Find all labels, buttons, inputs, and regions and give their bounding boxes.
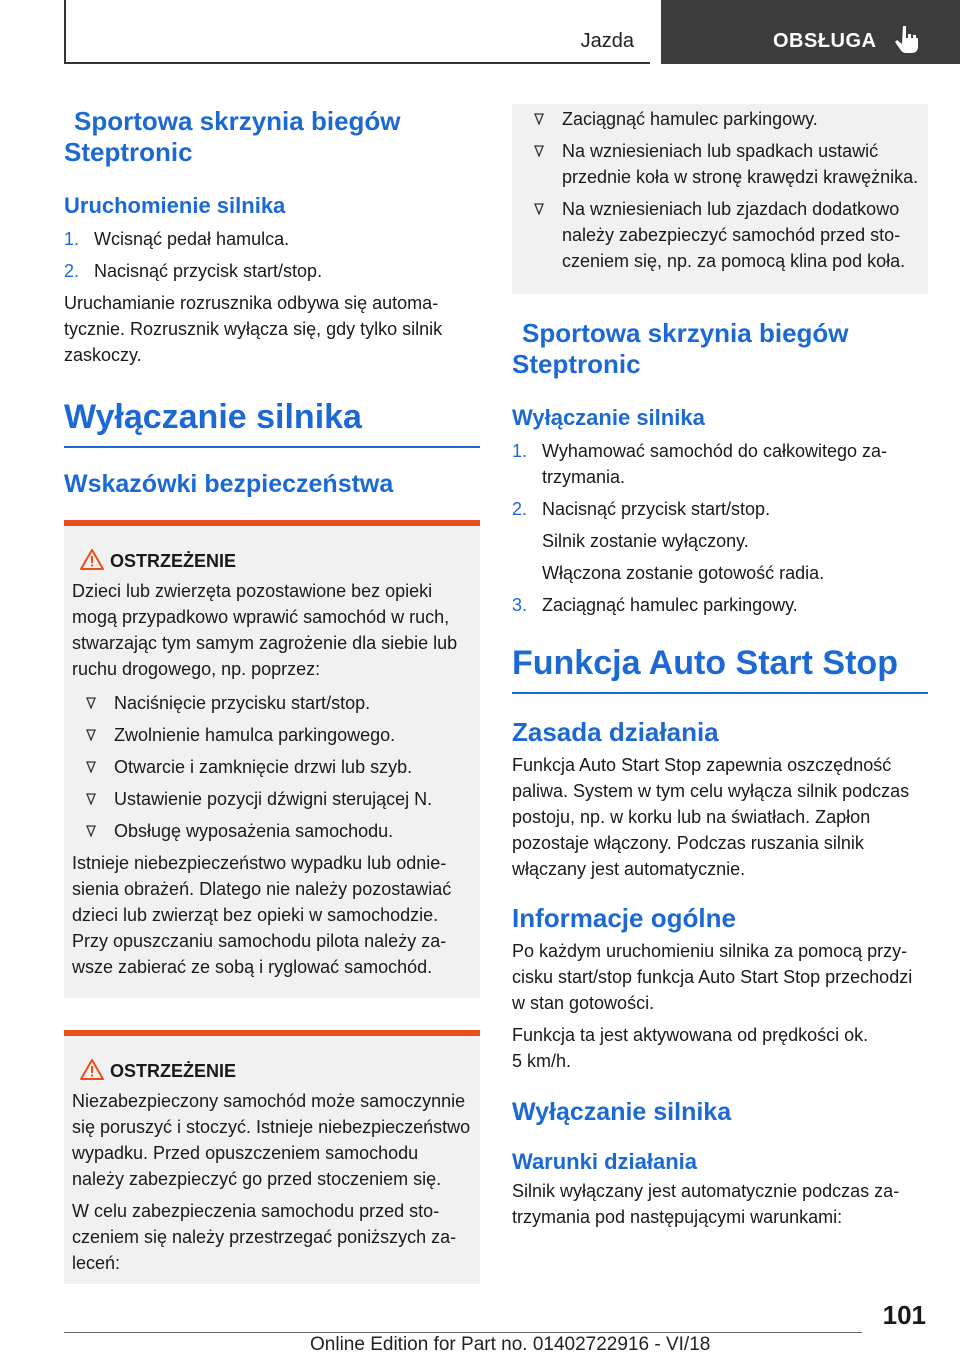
footer-divider [64,1332,862,1333]
bullet-triangle-icon [86,761,96,773]
warning-continuation-bullets [520,106,920,274]
section-title-steptronic [64,106,480,168]
section-title-line1: Sportowa skrzynia biegów [74,106,401,136]
heading-auto-start-stop: Funkcja Auto Start Stop [512,642,928,694]
bullet-triangle-icon [86,729,96,741]
list-item: Otwarcie i zamknięcie drzwi lub szyb. [72,754,472,780]
subheading-start-engine: Uruchomienie silnika [64,193,286,218]
warning-triangle-icon [80,1058,104,1080]
heading-engine-off-2: Wyłączanie silnika [512,1098,732,1126]
footer-edition: Online Edition for Part no. 01402722916 - VI/18 [310,1334,711,1355]
section-title-steptronic-2 [512,318,928,380]
header-section-box [64,0,650,64]
warning-outro: Istnieje niebezpieczeństwo wypadku lub odniesienia obrażeń. Dlatego nie należy pozostawiać dzieci lub zwierząt bez opieki w samochodzie. Przy opuszczaniu samochodu pilota należy zawsze zabierać ze sobą i ryglować samochód. [72,853,452,977]
bullet-triangle-icon [534,113,544,125]
list-item: 2. Nacisnąć przycisk start/stop. Silnik zostanie wyłączony. Włączona zostanie gotowość radia. [512,496,928,586]
general-info-paragraph-2: Funkcja ta jest aktywowana od prędkości ok. 5 km/h. [512,1025,869,1071]
heading-general-info: Informacje ogólne [512,903,736,933]
general-info-paragraph-1: Po każdym uruchomieniu silnika za pomocą przycisku start/stop funkcja Auto Start Stop przechodzi w stan gotowości. [512,941,913,1013]
heading-safety-notes: Wskazówki bezpieczeństwa [64,470,394,498]
bullet-triangle-icon [86,825,96,837]
step-note: Włączona zostanie gotowość radia. [542,563,825,583]
hand-pointer-icon [895,24,921,54]
warning-paragraph-1: Niezabezpieczony samochód może samoczynnie się poruszyć i stoczyć. Istnieje niebezpieczeństwo wypadku. Przed opuszczeniem samochodu należy zabezpieczyć go przed stoczeniem się. [72,1091,471,1189]
section-title-line2: Steptronic [64,137,193,167]
list-item: Naciśnięcie przycisku start/stop. [72,690,472,716]
section-title-line2: Steptronic [512,349,641,379]
list-item: 1. Wyhamować samochód do całkowitego zatrzymania. [512,441,888,487]
heading-engine-off: Wyłączanie silnika [64,396,480,448]
bullet-triangle-icon [534,145,544,157]
start-steps-list [64,226,480,284]
step-note: Silnik zostanie wyłączony. [542,531,749,551]
header-tab-label: OBSŁUGA [773,30,877,52]
list-item: 1. Wcisnąć pedał hamulca. [64,229,290,249]
header-tab[interactable] [661,0,960,64]
bullet-triangle-icon [534,203,544,215]
page-number: 101 [882,1300,926,1330]
conditions-paragraph: Silnik wyłączany jest automatycznie podczas zatrzymania pod następującymi warunkami: [512,1181,900,1227]
list-item: Zaciągnąć hamulec parkingowy. [520,106,920,132]
list-item: 2. Nacisnąć przycisk start/stop. [64,261,323,281]
list-item: Obsługę wyposażenia samochodu. [72,818,472,844]
warning-continuation-box [512,104,928,294]
right-column [512,104,928,1230]
bullet-triangle-icon [86,697,96,709]
start-paragraph: Uruchamianie rozrusznika odbywa się automatycznie. Rozrusznik wyłącza się, gdy tylko silnik zaskoczy. [64,293,443,365]
principle-paragraph: Funkcja Auto Start Stop zapewnia oszczędność paliwa. System w tym celu wyłącza silnik podczas postoju, np. w korku lub na światłach. Zapłon pozostaje włączony. Podczas ruszania silnik włączany jest automatycznie. [512,755,910,879]
heading-principle: Zasada działania [512,717,719,747]
list-item: 3. Zaciągnąć hamulec parkingowy. [512,595,798,615]
header-section-label: Jazda [580,30,634,52]
list-item: Na wzniesieniach lub zjazdach dodatkowo należy zabezpieczyć samochód przed stoczeniem się, np. za pomocą klina pod koła. [520,196,920,274]
subheading-engine-off: Wyłączanie silnika [512,405,705,430]
warning-bullets [72,690,472,844]
warning-title: OSTRZEŻENIE [72,548,472,574]
section-title-line1: Sportowa skrzynia biegów [522,318,849,348]
heading-operating-conditions: Warunki działania [512,1149,698,1174]
warning-triangle-icon [80,548,104,570]
warning-box-2 [64,1030,480,1284]
list-item: Na wzniesieniach lub spadkach ustawić przednie koła w stronę krawędzi krawężnika. [520,138,920,190]
warning-intro: Dzieci lub zwierzęta pozostawione bez opieki mogą przypadkowo wprawić samochód w ruch, stwarzając tym samym zagrożenie dla siebie lub ruchu drogowego, np. poprzez: [72,581,458,679]
list-item: Ustawienie pozycji dźwigni sterującej N. [72,786,472,812]
stop-steps-list [512,438,928,618]
list-item: Zwolnienie hamulca parkingowego. [72,722,472,748]
warning-title: OSTRZEŻENIE [72,1058,472,1084]
left-column [64,100,480,1284]
warning-box-1 [64,520,480,998]
bullet-triangle-icon [86,793,96,805]
warning-paragraph-2: W celu zabezpieczenia samochodu przed stoczeniem się należy przestrzegać poniższych zaleceń: [72,1201,457,1273]
